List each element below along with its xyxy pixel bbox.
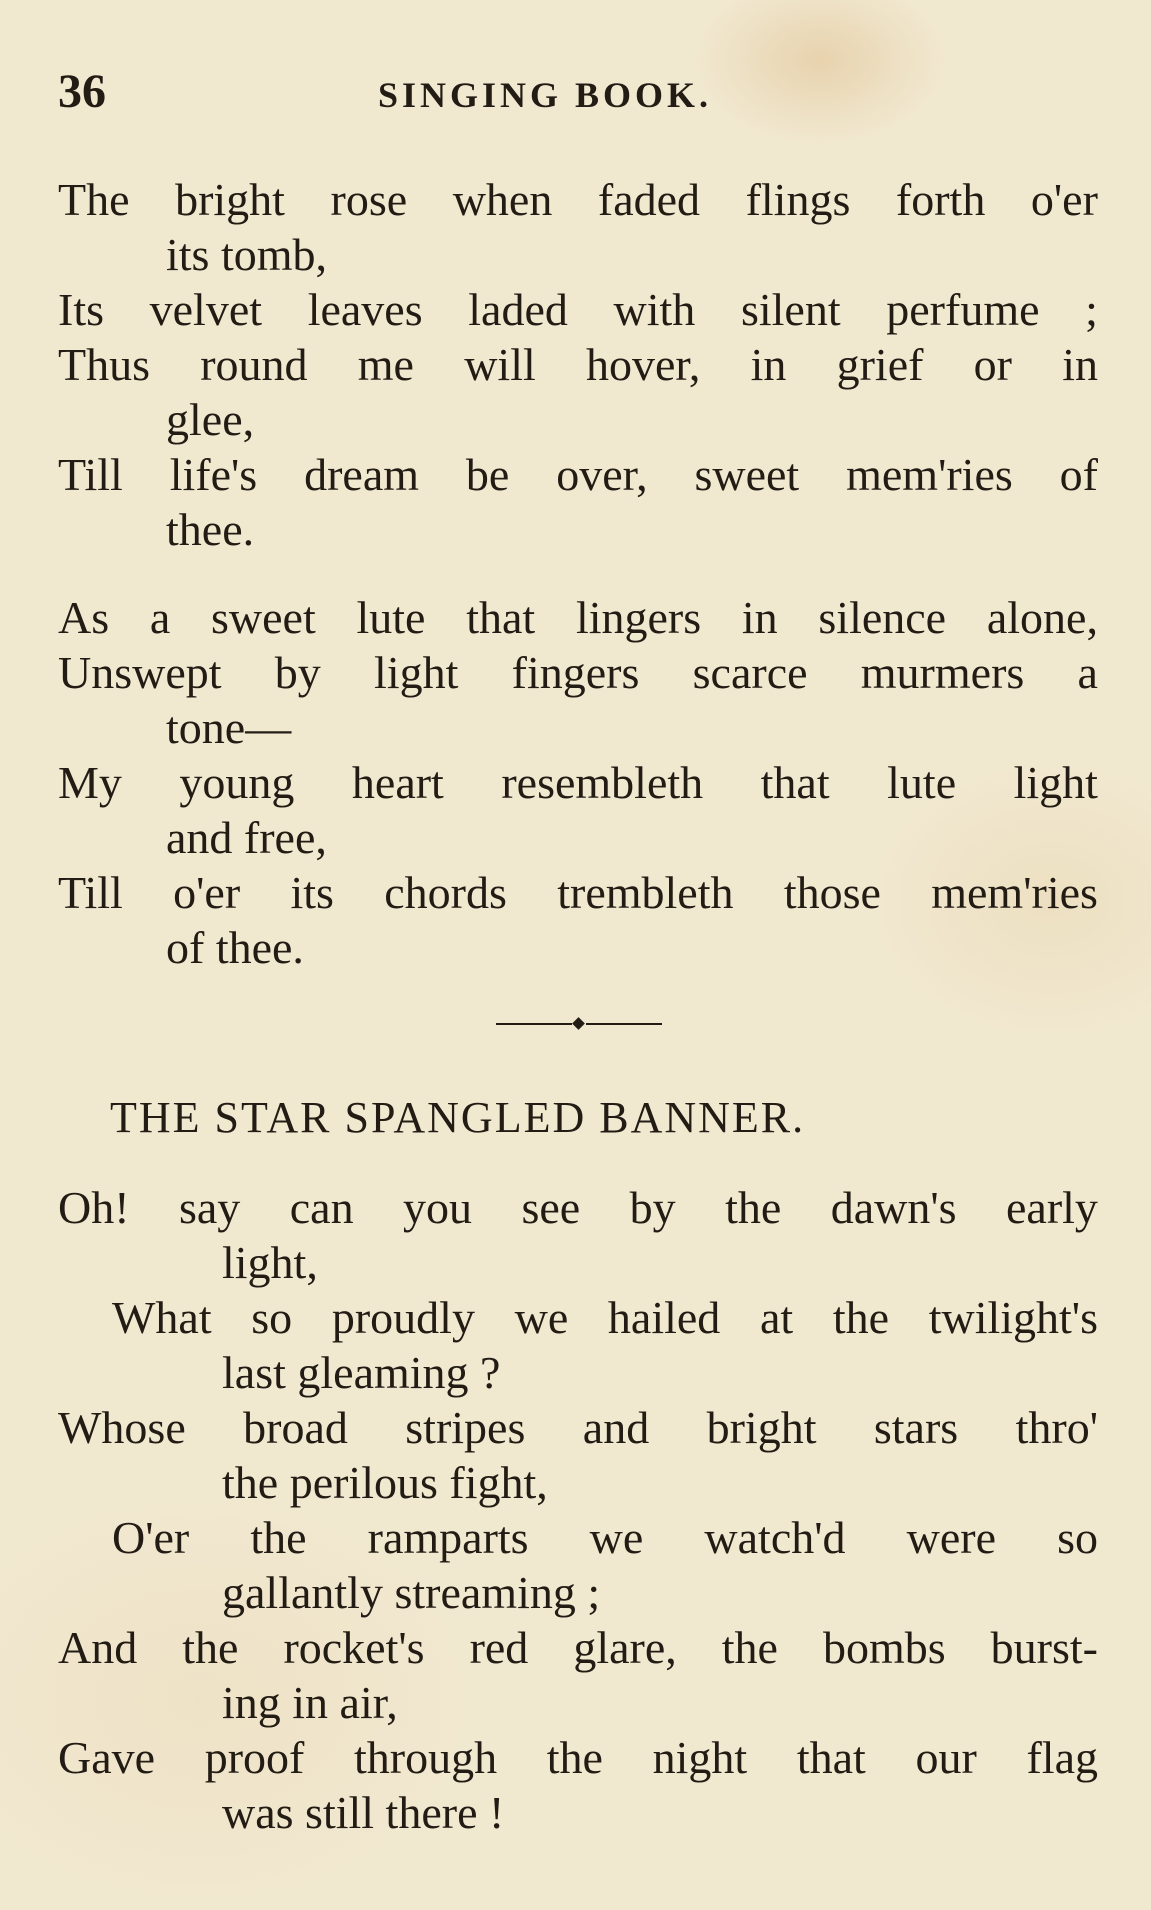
verse-word: be (465, 449, 510, 500)
verse-word: or (973, 339, 1012, 390)
verse-word: rocket's (283, 1622, 425, 1673)
verse-word: the (721, 1622, 778, 1673)
verse-word: laded (468, 284, 568, 335)
verse-word: perfume (886, 284, 1040, 335)
verse-word: the (182, 1622, 239, 1673)
verse-word: resembleth (501, 757, 704, 808)
verse-line (58, 1730, 1098, 1785)
verse-word: chords (384, 867, 507, 918)
verse-word: the (250, 1512, 307, 1563)
verse-word: a (1077, 647, 1098, 698)
verse-word: flings (745, 174, 851, 225)
verse-line: glee, (166, 394, 255, 445)
verse-line: its tomb, (166, 229, 328, 280)
verse-word: we (589, 1512, 644, 1563)
verse-word: Oh! (58, 1182, 130, 1233)
verse-word: life's (169, 449, 258, 500)
verse-word: in (1062, 339, 1098, 390)
verse-word: scarce (692, 647, 808, 698)
verse-word: Till (58, 867, 123, 918)
verse-line (58, 1620, 1098, 1675)
verse-word: proof (204, 1732, 305, 1783)
verse-word: through (354, 1732, 498, 1783)
verse-word: velvet (149, 284, 263, 335)
verse-word: mem'ries (846, 449, 1013, 500)
verse-word: say (178, 1182, 241, 1233)
verse-word: Thus (58, 339, 150, 390)
verse-word: heart (351, 757, 444, 808)
verse-word: Till (58, 449, 123, 500)
verse-word: red (469, 1622, 529, 1673)
verse-word: o'er (173, 867, 241, 918)
verse-line (58, 645, 1098, 700)
verse-word: can (289, 1182, 354, 1233)
verse-line (58, 865, 1098, 920)
verse-word: that (796, 1732, 866, 1783)
verse-word: in (750, 339, 787, 390)
verse-word: dream (304, 449, 420, 500)
verse-word: by (274, 647, 321, 698)
verse-word: a (149, 592, 171, 643)
verse-word: bright (175, 174, 285, 225)
verse-word: Unswept (58, 647, 222, 698)
verse-word: over, (556, 449, 648, 500)
verse-word: lute (887, 757, 957, 808)
verse-word: hover, (585, 339, 701, 390)
song-title: THE STAR SPANGLED BANNER. (110, 1093, 806, 1142)
verse-line (58, 590, 1098, 645)
verse-word: My (58, 757, 122, 808)
verse-word: leaves (307, 284, 423, 335)
verse-word: sweet (211, 592, 316, 643)
verse-line: and free, (166, 812, 327, 863)
verse-word: by (629, 1182, 676, 1233)
verse-word: with (613, 284, 696, 335)
verse-line (58, 1290, 1098, 1345)
verse-word: thro' (1015, 1402, 1098, 1453)
verse-word: the (832, 1292, 890, 1343)
verse-word: and (582, 1402, 650, 1453)
verse-line: of thee. (166, 922, 304, 973)
verse-line: gallantly streaming ; (222, 1567, 601, 1618)
verse-word: Gave (58, 1732, 156, 1783)
verse-word: night (652, 1732, 748, 1783)
verse-line (58, 282, 1098, 337)
verse-word: lingers (575, 592, 702, 643)
verse-word: were (906, 1512, 996, 1563)
verse-line (58, 172, 1098, 227)
running-title: SINGING BOOK. (378, 75, 713, 115)
verse-word: watch'd (704, 1512, 846, 1563)
verse-word: that (466, 592, 536, 643)
running-head (58, 62, 1093, 122)
verse-word: forth (895, 174, 986, 225)
verse-line: last gleaming ? (222, 1347, 501, 1398)
verse-word: Its (58, 284, 104, 335)
verse-word: in (741, 592, 778, 643)
verse-word: ; (1085, 284, 1098, 335)
verse-line: the perilous fight, (222, 1457, 548, 1508)
stanza-two (58, 590, 1098, 975)
verse-word: mem'ries (931, 867, 1098, 918)
verse-line (58, 337, 1098, 392)
verse-word: What (112, 1292, 212, 1343)
verse-word: faded (597, 174, 701, 225)
verse-word: murmers (860, 647, 1025, 698)
verse-word: light (1013, 757, 1098, 808)
verse-line (58, 1510, 1098, 1565)
verse-word: proudly (331, 1292, 475, 1343)
verse-line: was still there ! (222, 1787, 505, 1838)
divider-rule-left (496, 1023, 572, 1025)
verse-word: ramparts (367, 1512, 529, 1563)
verse-line (58, 447, 1098, 502)
verse-line: ing in air, (222, 1677, 398, 1728)
verse-line (58, 755, 1098, 810)
divider-diamond (572, 1017, 585, 1030)
verse-word: hailed (607, 1292, 721, 1343)
verse-word: burst- (990, 1622, 1098, 1673)
verse-word: see (521, 1182, 581, 1233)
verse-word: silent (740, 284, 841, 335)
verse-word: stripes (405, 1402, 526, 1453)
verse-line: thee. (166, 504, 255, 555)
verse-word: its (290, 867, 334, 918)
verse-word: those (783, 867, 881, 918)
verse-word: at (759, 1292, 794, 1343)
verse-word: that (760, 757, 830, 808)
verse-word: And (58, 1622, 138, 1673)
verse-line (58, 1400, 1098, 1455)
stanza-one (58, 172, 1098, 557)
verse-word: young (179, 757, 295, 808)
verse-line: light, (222, 1237, 318, 1288)
verse-word: will (464, 339, 536, 390)
verse-word: of (1059, 449, 1098, 500)
verse-word: we (514, 1292, 569, 1343)
verse-word: dawn's (830, 1182, 957, 1233)
verse-word: the (725, 1182, 782, 1233)
song-verse (58, 1180, 1098, 1840)
verse-word: stars (873, 1402, 959, 1453)
verse-word: broad (243, 1402, 348, 1453)
verse-word: sweet (694, 449, 800, 500)
verse-word: bombs (822, 1622, 946, 1673)
verse-word: so (1057, 1512, 1098, 1563)
verse-word: silence (818, 592, 947, 643)
verse-word: flag (1026, 1732, 1098, 1783)
verse-word: when (452, 174, 553, 225)
verse-word: Whose (58, 1402, 186, 1453)
verse-word: our (915, 1732, 977, 1783)
divider-rule-right (586, 1023, 662, 1025)
verse-word: me (357, 339, 414, 390)
page-number: 36 (58, 65, 106, 118)
verse-word: round (200, 339, 308, 390)
verse-word: lute (356, 592, 426, 643)
verse-line (58, 1180, 1098, 1235)
verse-word: O'er (112, 1512, 190, 1563)
verse-word: As (58, 592, 110, 643)
verse-word: fingers (511, 647, 640, 698)
verse-word: bright (706, 1402, 817, 1453)
verse-word: the (546, 1732, 603, 1783)
section-divider (496, 1018, 664, 1030)
verse-word: so (251, 1292, 293, 1343)
verse-word: you (403, 1182, 473, 1233)
verse-word: glare, (573, 1622, 677, 1673)
verse-word: light (374, 647, 459, 698)
verse-word: o'er (1030, 174, 1098, 225)
verse-word: grief (836, 339, 924, 390)
verse-word: twilight's (928, 1292, 1098, 1343)
verse-word: alone, (986, 592, 1098, 643)
verse-word: trembleth (557, 867, 734, 918)
verse-word: rose (330, 174, 408, 225)
verse-word: The (58, 174, 130, 225)
verse-word: early (1006, 1182, 1098, 1233)
verse-line: tone— (166, 702, 292, 753)
